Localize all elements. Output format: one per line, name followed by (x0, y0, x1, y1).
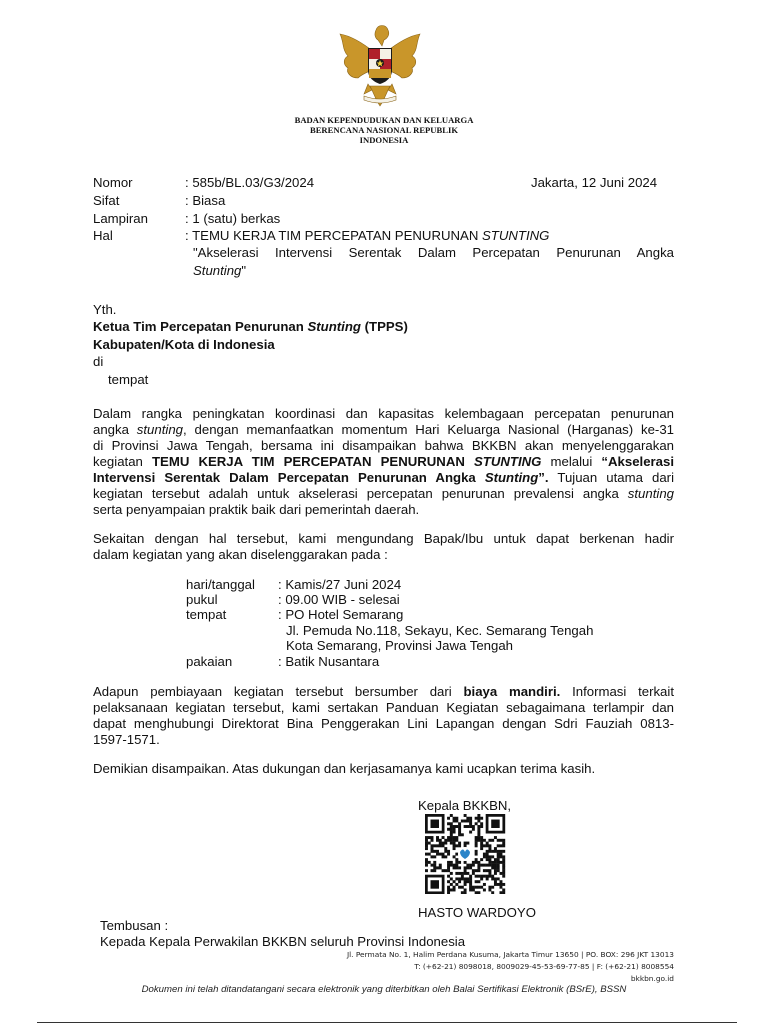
hal-stunting-2: Stunting (193, 263, 242, 278)
hal-close-quote: " (241, 263, 247, 278)
event-tempat-label: tempat (186, 607, 227, 622)
p1-l5-bold-italic: Stunting (484, 470, 539, 485)
p1-l2-b: , dengan memanfaatkan momentum Hari Keluarga Nasional (Harganas) ke-31 (183, 422, 674, 437)
p3-line-4: 1597-1571. (93, 732, 160, 747)
lampiran-value: : 1 (satu) berkas (185, 211, 281, 226)
cc-label: Tembusan : (100, 918, 169, 933)
event-pakaian-label: pakaian (186, 654, 233, 669)
event-pukul-label: pukul (186, 592, 218, 607)
closing-paragraph: Demikian disampaikan. Atas dukungan dan kerjasamanya kami ucapkan terima kasih. (93, 761, 596, 776)
p1-line-2 (93, 422, 674, 439)
p1-line-1: Dalam rangka peningkatan koordinasi dan kapasitas kelembagaan percepatan penurunan (93, 406, 674, 421)
p3-line-3: dapat menghubungi Direktorat Bina Penggerakan Lini Lapangan dengan Sdri Fauziah 0813- (93, 716, 674, 731)
p3-l1-bold: biaya mandiri. (463, 684, 561, 699)
p3-line-1 (93, 684, 674, 701)
sifat-label: Sifat (93, 193, 120, 208)
p1-line-3: di Provinsi Jawa Tengah, bersama ini disampaikan bahwa BKKBN akan menyelenggarakan (93, 438, 674, 453)
hal-prefix: : TEMU KERJA TIM PERCEPATAN PENURUNAN (185, 228, 483, 243)
p1-l5-bold-close: ”. (538, 470, 549, 485)
sifat-value: : Biasa (185, 193, 226, 208)
agency-name-line-3: INDONESIA (359, 135, 409, 145)
hal-line-3 (193, 263, 246, 280)
footer-website: bkkbn.go.id (630, 974, 674, 983)
qr-code-esignature (420, 814, 510, 894)
cc-item: Kepada Kepala Perwakilan BKKBN seluruh Provinsi Indonesia (100, 934, 466, 949)
recipient-di: di (93, 354, 104, 369)
agency-name (234, 115, 534, 145)
event-hari-label: hari/tanggal (186, 577, 255, 592)
yth: Yth. (93, 302, 117, 317)
event-tempat-value-1: : PO Hotel Semarang (278, 607, 404, 622)
hal-line-1 (185, 228, 549, 245)
footer-address: Jl. Permata No. 1, Halim Perdana Kusuma, Jakarta Timur 13650 | PO. BOX: 296 JKT 13013 (346, 950, 674, 959)
footer-divider (37, 1022, 737, 1023)
event-pakaian-value: : Batik Nusantara (278, 654, 380, 669)
p1-l4-a: kegiatan (93, 454, 152, 469)
p1-l4-d: “Akselerasi (601, 454, 674, 469)
event-pukul-value: : 09.00 WIB - selesai (278, 592, 400, 607)
p1-line-4 (93, 454, 674, 471)
hal-label: Hal (93, 228, 113, 243)
garuda-emblem-logo (334, 22, 426, 108)
signatory-name: HASTO WARDOYO (418, 905, 536, 920)
bkkbn-logo-icon (458, 847, 472, 861)
p1-l5-c: Tujuan utama dari (548, 470, 674, 485)
esign-note: Dokumen ini telah ditandatangani secara elektronik yang diterbitkan oleh Balai Sertifikasi Elektronik (BSrE), BSSN (141, 984, 627, 995)
p1-l2-a: angka (93, 422, 137, 437)
hal-stunting: STUNTING (482, 228, 550, 243)
p3-l1-a: Adapun pembiayaan kegiatan tersebut bersumber dari (93, 684, 464, 699)
recipient-title-a: Ketua Tim Percepatan Penurunan (93, 319, 308, 334)
recipient-title-b: (TPPS) (360, 319, 408, 334)
p2-line-2: dalam kegiatan yang akan diselenggarakan pada : (93, 547, 388, 562)
p1-line-7: serta penyampaian praktik baik dari pemerintah daerah. (93, 502, 420, 517)
signature-title: Kepala BKKBN, (418, 798, 512, 813)
letter-date: Jakarta, 12 Juni 2024 (531, 175, 658, 190)
nomor-value: : 585b/BL.03/G3/2024 (185, 175, 315, 190)
p1-l4-bold: TEMU KERJA TIM PERCEPATAN PENURUNAN (151, 454, 474, 469)
event-tempat-value-3: Kota Semarang, Provinsi Jawa Tengah (286, 638, 514, 653)
p1-l6-a: kegiatan tersebut adalah untuk akselerasi percepatan penurunan prevalensi angka (93, 486, 628, 501)
agency-name-line-1: BADAN KEPENDUDUKAN DAN KELUARGA (294, 115, 474, 125)
recipient-title-italic: Stunting (307, 319, 361, 334)
recipient-tempat: tempat (108, 372, 149, 387)
p1-l4-bold-italic: STUNTING (474, 454, 542, 469)
agency-name-line-2: BERENCANA NASIONAL REPUBLIK (309, 125, 459, 135)
p1-line-6 (93, 486, 674, 503)
p1-l2-italic: stunting (136, 422, 183, 437)
hal-line-2: "Akselerasi Intervensi Serentak Dalam Percepatan Penurunan Angka (193, 245, 674, 260)
p3-line-2: pelaksanaan kegiatan tersebut, kami sertakan Panduan Kegiatan sebagaimana terlampir dan (93, 700, 674, 715)
p1-l6-italic: stunting (627, 486, 674, 501)
recipient-line-2: Kabupaten/Kota di Indonesia (93, 337, 275, 352)
p1-l5-bold: Intervensi Serentak Dalam Percepatan Penurunan Angka (93, 470, 485, 485)
recipient-line-1 (93, 319, 408, 336)
event-tempat-value-2: Jl. Pemuda No.118, Sekayu, Kec. Semarang Tengah (286, 623, 594, 638)
p2-line-1: Sekaitan dengan hal tersebut, kami mengundang Bapak/Ibu untuk dapat berkenan hadir (93, 531, 674, 546)
footer-phone: T: (+62-21) 8098018, 8009029-45-53-69-77-85 | F: (+62-21) 8008554 (414, 962, 674, 971)
p1-line-5 (93, 470, 674, 487)
p3-l1-c: Informasi terkait (560, 684, 674, 699)
p1-l4-c: melalui (541, 454, 602, 469)
event-hari-value: : Kamis/27 Juni 2024 (278, 577, 402, 592)
nomor-label: Nomor (93, 175, 133, 190)
lampiran-label: Lampiran (93, 211, 148, 226)
